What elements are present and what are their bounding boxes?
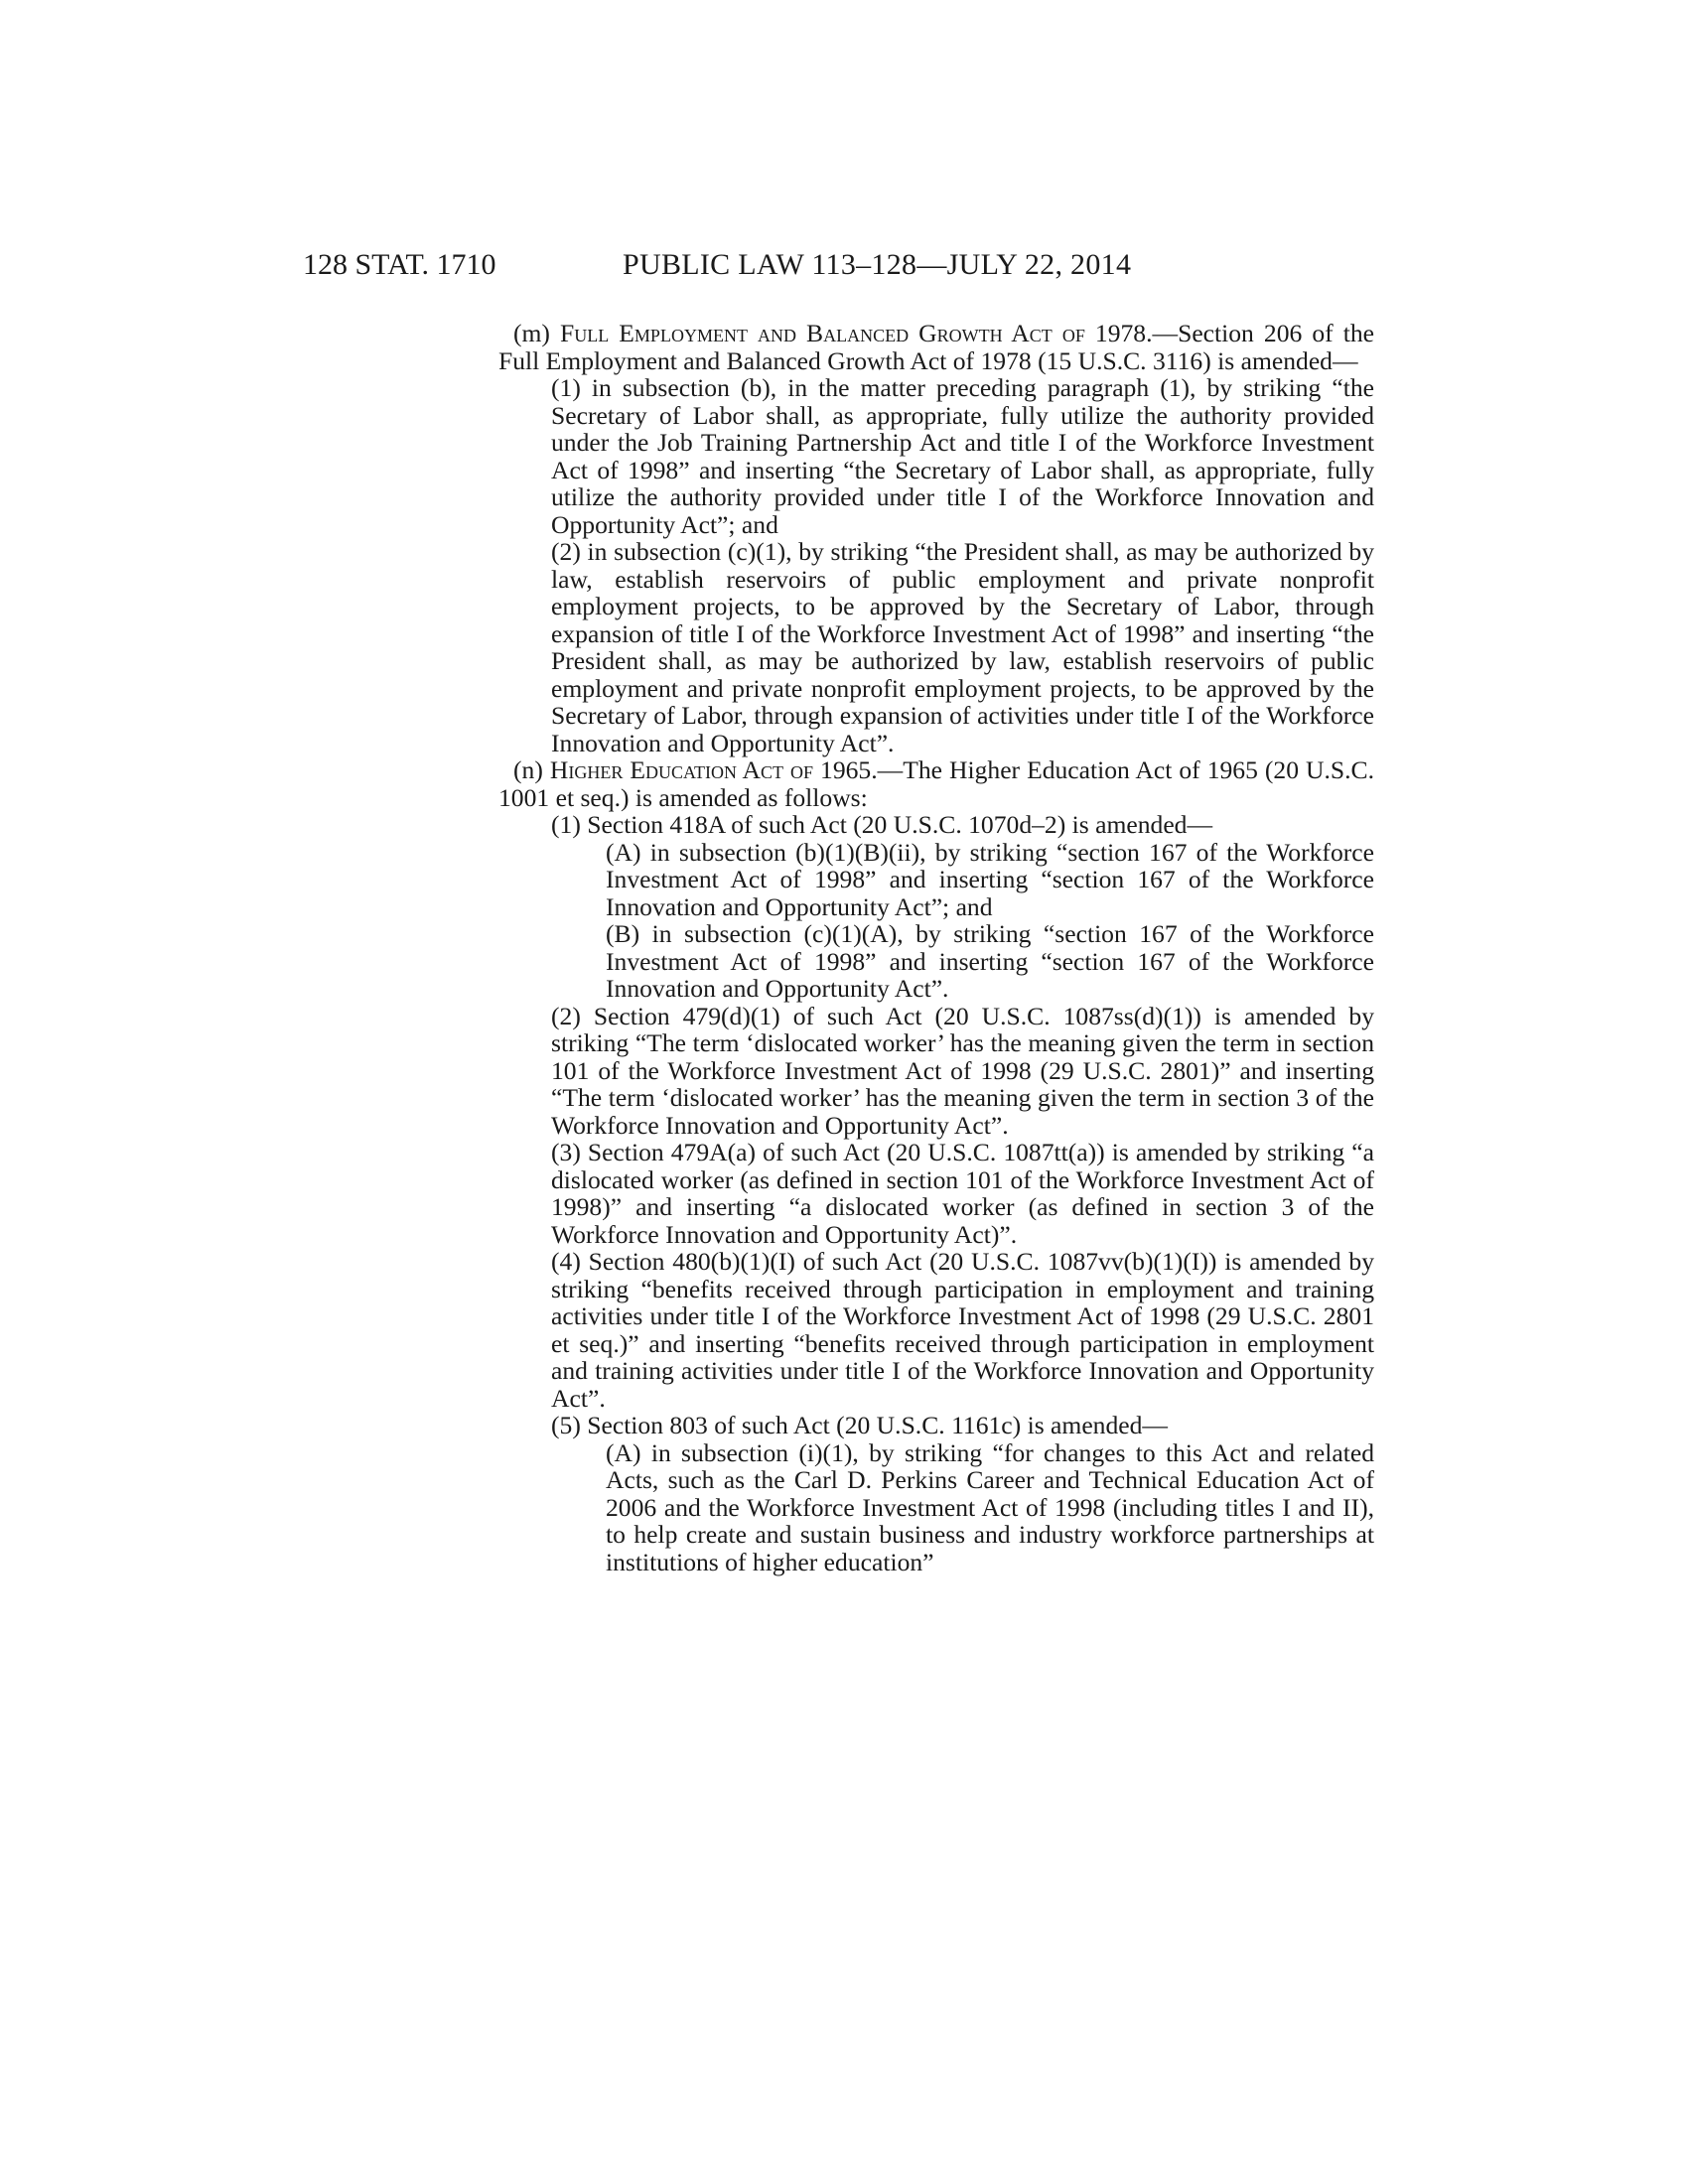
paragraph-m bbox=[498, 320, 1374, 374]
subparagraph-n-2: (2) Section 479(d)(1) of such Act (20 U.S.C. 1087ss(d)(1)) is amended by striking “The term ‘dislocated worker’ has the meaning given the term in section 101 of the Workforce Investment Act of 1998 (29 U.S.C. 2801)” and inserting “The term ‘dislocated worker’ has the meaning given the term in section 3 of the Workforce Innovation and Opportunity Act”. bbox=[551, 1001, 1374, 1140]
clause-n-1-B: (B) in subsection (c)(1)(A), by striking “section 167 of the Workforce Investment Act of 1998” and inserting “section 167 of the Workforce Innovation and Opportunity Act”. bbox=[606, 919, 1374, 1003]
paragraph-text: .—The Higher Education Act of 1965 (20 U.S.C. 1001 et seq.) is amended as follows: bbox=[498, 755, 1374, 812]
section-heading: Full Employment and Balanced Growth Act of 1978 bbox=[560, 319, 1147, 347]
paragraph-n bbox=[498, 756, 1374, 811]
public-law-title: PUBLIC LAW 113–128—JULY 22, 2014 bbox=[623, 248, 1132, 281]
subparagraph-m-1: (1) in subsection (b), in the matter preceding paragraph (1), by striking “the Secretary of Labor shall, as appropriate, fully utilize the authority provided under the Job Training Partnership Act and title I of the Workforce Investment Act of 1998” and inserting “the Secretary of Labor shall, as appropriate, fully utilize the authority provided under title I of the Workforce Innovation and Opportunity Act”; and bbox=[551, 373, 1374, 539]
subparagraph-n-5: (5) Section 803 of such Act (20 U.S.C. 1161c) is amended— bbox=[551, 1411, 1169, 1439]
running-header bbox=[303, 248, 1375, 288]
section-heading: Higher Education Act of 1965 bbox=[549, 755, 872, 784]
clause-n-1-A: (A) in subsection (b)(1)(B)(ii), by striking “section 167 of the Workforce Investment Act of 1998” and inserting “section 167 of the Workforce Innovation and Opportunity Act”; and bbox=[606, 837, 1374, 921]
paragraph-lead: (n) bbox=[513, 755, 550, 784]
subparagraph-n-3: (3) Section 479A(a) of such Act (20 U.S.C. 1087tt(a)) is amended by striking “a dislocated worker (as defined in section 101 of the Workforce Investment Act of 1998)” and inserting “a dislocated worker (as defined in section 3 of the Workforce Innovation and Opportunity Act)”. bbox=[551, 1138, 1374, 1249]
paragraph-lead: (m) bbox=[513, 319, 561, 347]
subparagraph-n-4: (4) Section 480(b)(1)(I) of such Act (20 U.S.C. 1087vv(b)(1)(I)) is amended by striking “benefits received through participation in employment and training activities under title I of the Workforce Investment Act of 1998 (29 U.S.C. 2801 et seq.)” and inserting “benefits received through participation in employment and training activities under title I of the Workforce Innovation and Opportunity Act”. bbox=[551, 1247, 1374, 1413]
paragraph-text: .—Section 206 of the Full Employment and Balanced Growth Act of 1978 (15 U.S.C. 3116) is amended— bbox=[498, 319, 1375, 375]
document-body bbox=[498, 320, 1374, 1575]
clause-n-5-A: (A) in subsection (i)(1), by striking “for changes to this Act and related Acts, such as the Carl D. Perkins Career and Technical Education Act of 2006 and the Workforce Investment Act of 1998 (including titles I and II), to help create and sustain business and industry workforce partnerships at institutions of higher education” bbox=[606, 1437, 1374, 1576]
statute-page-number: 128 STAT. 1710 bbox=[303, 248, 496, 281]
subparagraph-n-1: (1) Section 418A of such Act (20 U.S.C. 1070d–2) is amended— bbox=[551, 810, 1213, 839]
subparagraph-m-2: (2) in subsection (c)(1), by striking “the President shall, as may be authorized by law, establish reservoirs of public employment and private nonprofit employment projects, to be approved by the Secretary of Labor, through expansion of title I of the Workforce Investment Act of 1998” and inserting “the President shall, as may be authorized by law, establish reservoirs of public employment and private nonprofit employment projects, to be approved by the Secretary of Labor, through expansion of activities under title I of the Workforce Innovation and Opportunity Act”. bbox=[551, 537, 1374, 757]
